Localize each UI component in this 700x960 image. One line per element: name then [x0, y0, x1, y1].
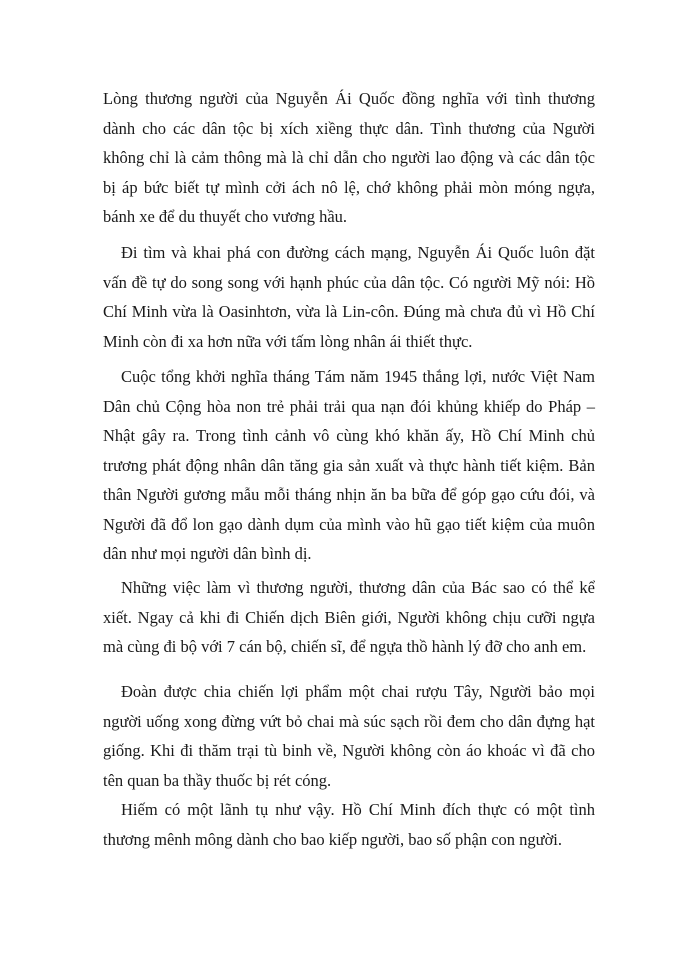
paragraph-4: Những việc làm vì thương người, thương dân của Bác sao có thể kể xiết. Ngay cả khi đi Chiến dịch Biên giới, Người không chịu cưỡi ngựa mà cùng đi bộ với 7 cán bộ, chiến sĩ, để ngựa thồ hành lý đỡ cho anh em.	[103, 578, 595, 656]
paragraph-5: Đoàn được chia chiến lợi phẩm một chai rượu Tây, Người bảo mọi người uống xong đừng vứt bỏ chai mà súc sạch rồi đem cho dân đựng hạt giống. Khi đi thăm trại tù binh về, Người không còn áo khoác vì đã cho tên quan ba thầy thuốc bị rét cóng.	[103, 682, 595, 790]
paragraph-2: Đi tìm và khai phá con đường cách mạng, Nguyễn Ái Quốc luôn đặt vấn đề tự do song song với hạnh phúc của dân tộc. Có người Mỹ nói: Hồ Chí Minh vừa là Oasinhtơn, vừa là Lin-côn. Đúng mà chưa đủ vì Hồ Chí Minh còn đi xa hơn nữa với tấm lòng nhân ái thiết thực.	[103, 243, 595, 351]
paragraph-6: Hiếm có một lãnh tụ như vậy. Hồ Chí Minh đích thực có một tình thương mênh mông dành cho bao kiếp người, bao số phận con người.	[103, 800, 595, 849]
paragraph-1: Lòng thương người của Nguyễn Ái Quốc đồng nghĩa với tình thương dành cho các dân tộc bị xích xiềng thực dân. Tình thương của Người không chỉ là cảm thông mà là chỉ dẫn cho người lao động và các dân tộc bị áp bức biết tự mình cởi ách nô lệ, chớ không phải mòn móng ngựa, bánh xe để du thuyết cho vương hầu.	[103, 89, 595, 226]
paragraph-3: Cuộc tổng khởi nghĩa tháng Tám năm 1945 thắng lợi, nước Việt Nam Dân chủ Cộng hòa non trẻ phải trải qua nạn đói khủng khiếp do Pháp – Nhật gây ra. Trong tình cảnh vô cùng khó khăn ấy, Hồ Chí Minh chủ trương phát động nhân dân tăng gia sản xuất và thực hành tiết kiệm. Bản thân Người gương mẫu mỗi tháng nhịn ăn ba bữa để góp gạo cứu đói, và Người đã đổ lon gạo dành dụm của mình vào hũ gạo tiết kiệm của muôn dân như mọi người dân bình dị.	[103, 367, 595, 563]
